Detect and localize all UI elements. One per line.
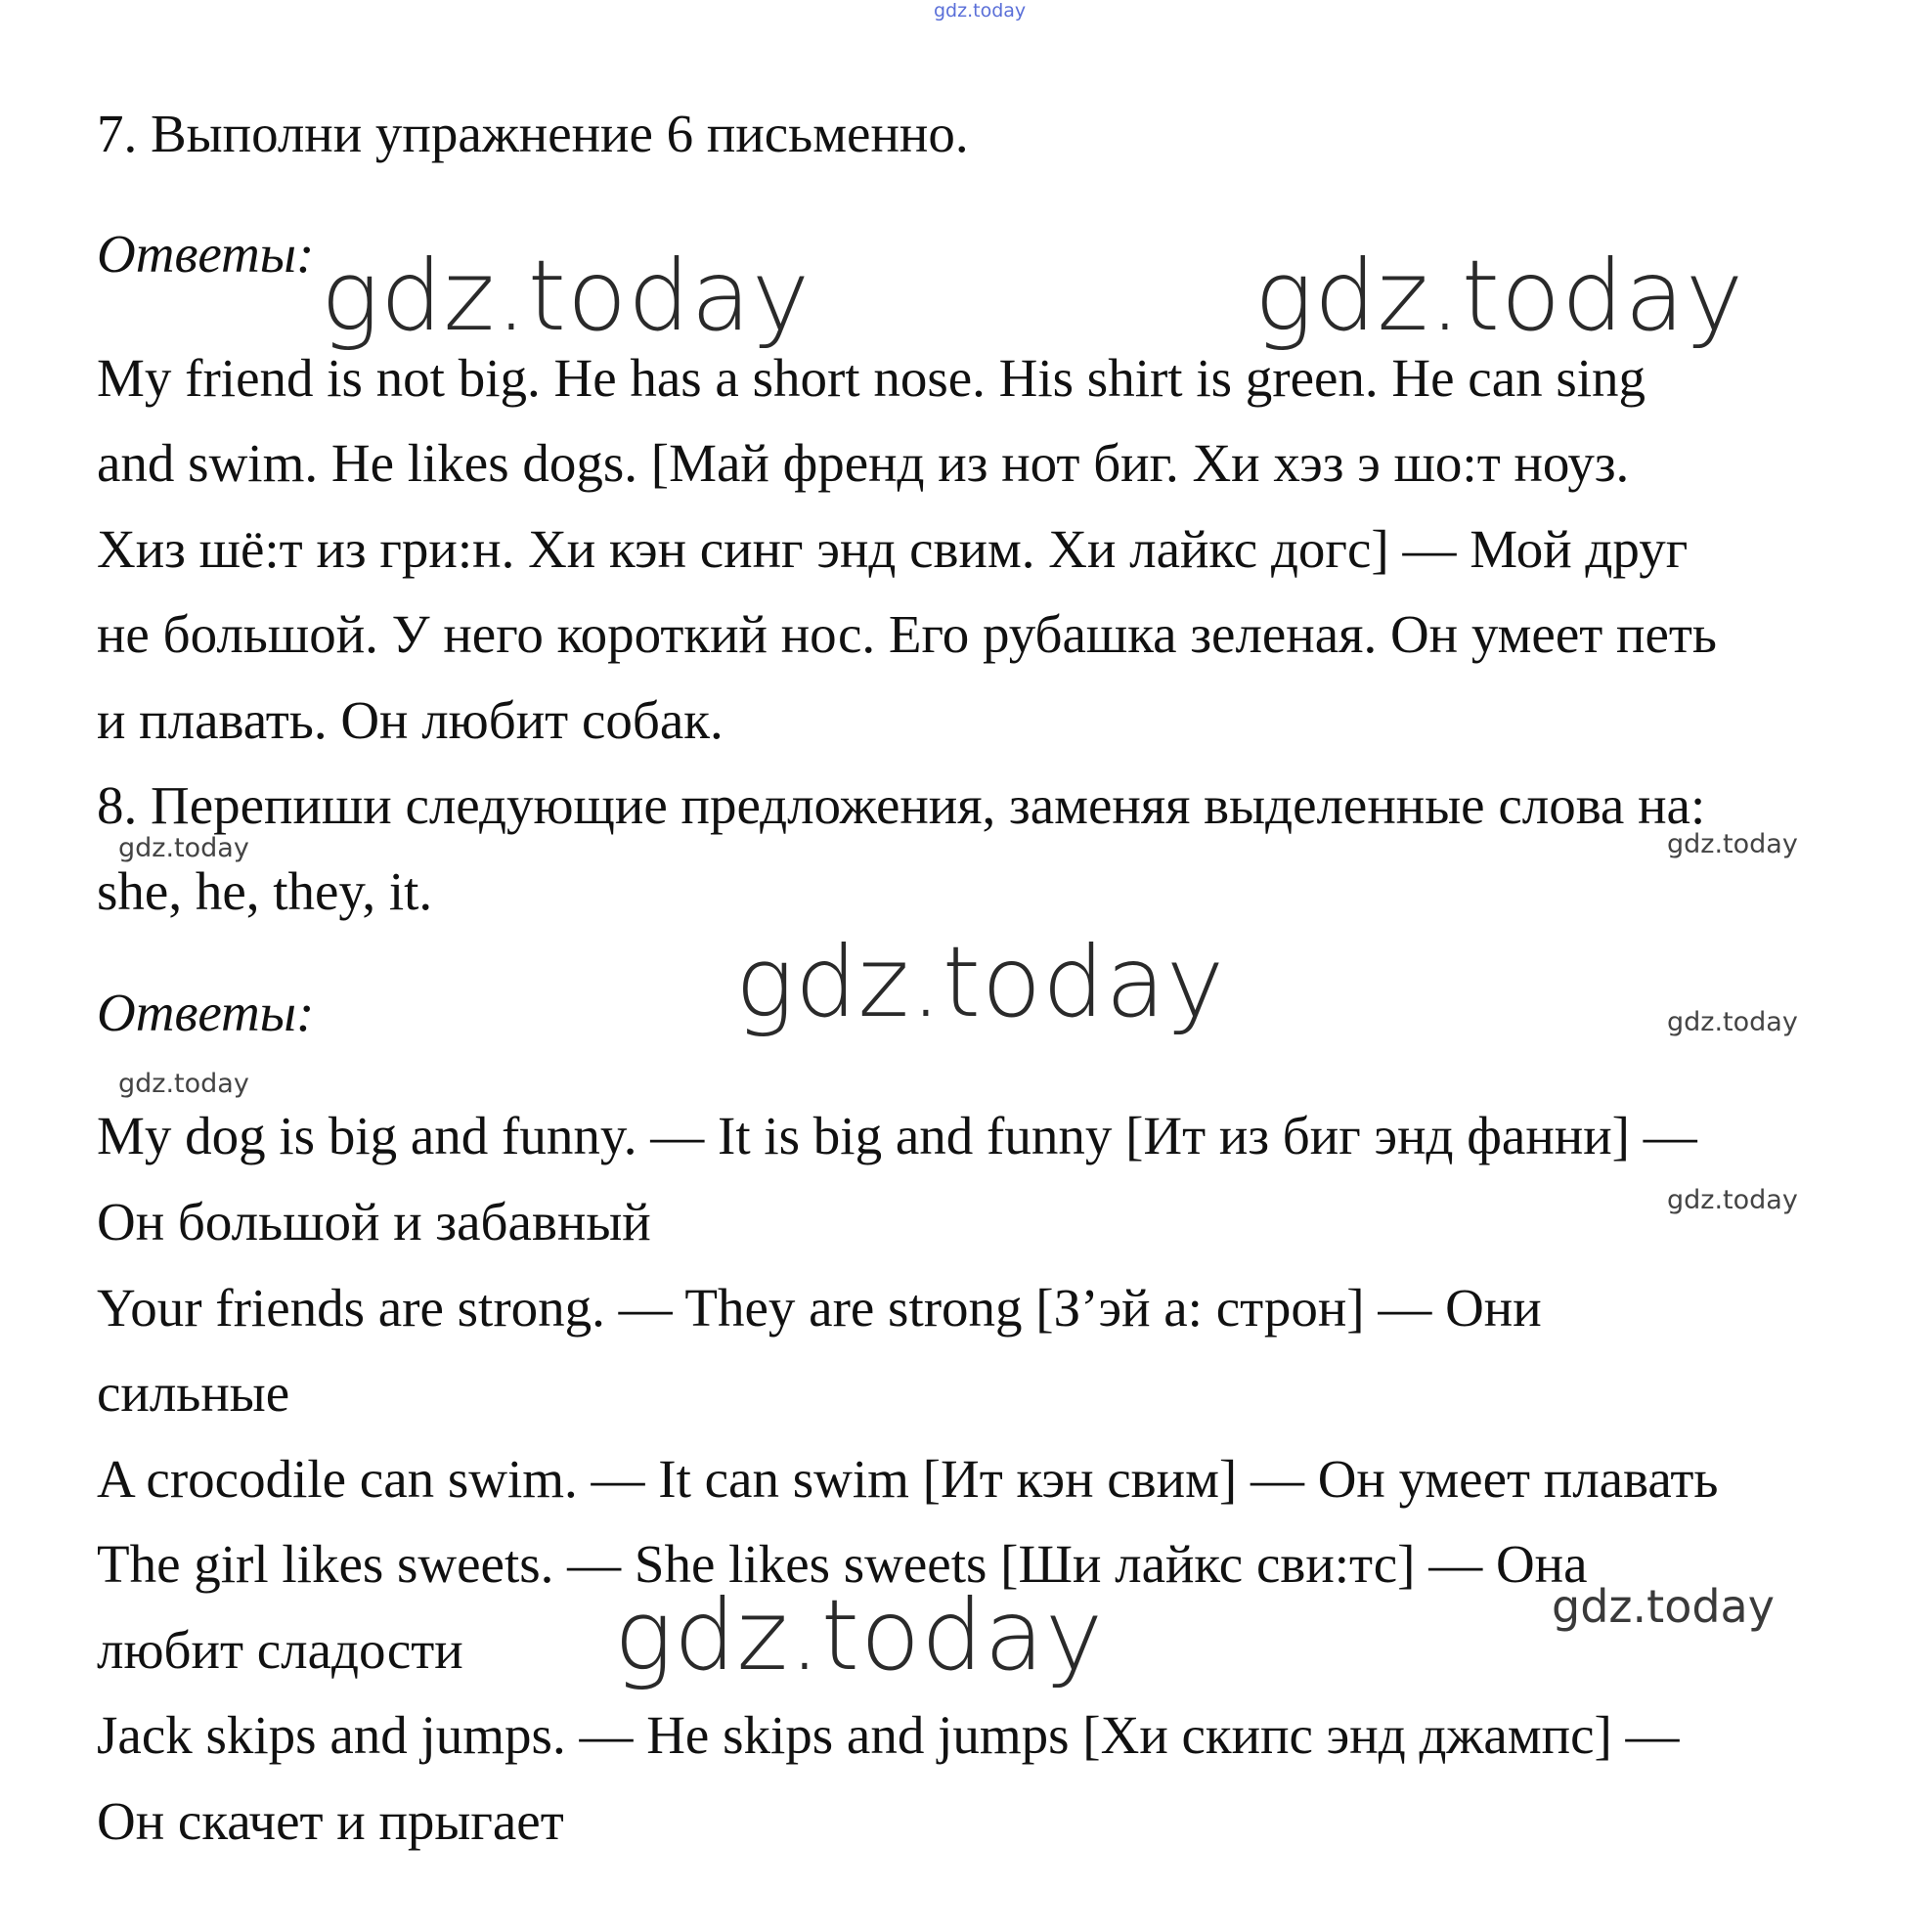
watermark-big-1: gdz.today [321,239,812,353]
task8-line-8: Jack skips and jumps. — He skips and jumps [Хи скипс энд джампс] — [97,1705,1680,1765]
watermark-big-4: gdz.today [614,1578,1105,1692]
task8-answers-label: Ответы: [97,983,315,1042]
watermark-mid-1: gdz.today [1552,1580,1775,1633]
watermark-small-3: gdz.today [1667,1007,1798,1037]
watermark-small-1: gdz.today [118,833,249,863]
task7-line-4: не большой. У него короткий нос. Его рубашка зеленая. Он умеет петь [97,604,1718,664]
task7-answers-label: Ответы: [97,224,315,284]
task8-line-9: Он скачет и прыгает [97,1791,564,1851]
task8-line-7: любит сладости [97,1620,463,1680]
task8-line-5: A crocodile can swim. — It can swim [Ит кэн свим] — Он умеет плавать [97,1449,1719,1509]
task8-title-line-1: 8. Перепиши следующие предложения, заменяя выделенные слова на: [97,775,1706,835]
task7-line-1: My friend is not big. He has a short nose. His shirt is green. He can sing [97,348,1646,408]
watermark-small-2: gdz.today [1667,829,1798,859]
task7-title: 7. Выполни упражнение 6 письменно. [97,104,969,163]
watermark-small-5: gdz.today [1667,1185,1798,1215]
watermark-small-4: gdz.today [118,1069,249,1099]
task8-line-4: сильные [97,1363,290,1423]
watermark-big-3: gdz.today [735,925,1226,1039]
task7-line-2: and swim. He likes dogs. [Май френд из нот биг. Хи хэз э шо:т ноуз. [97,433,1630,493]
watermark-top: gdz.today [934,0,1027,22]
task8-line-1: My dog is big and funny. — It is big and funny [Ит из биг энд фанни] — [97,1106,1697,1165]
task8-title-line-2: she, he, they, it. [97,861,433,921]
task8-line-2: Он большой и забавный [97,1192,651,1251]
task8-line-6: The girl likes sweets. — She likes sweets [Ши лайкс сви:тс] — Она [97,1534,1588,1594]
task7-line-3: Хиз шё:т из гри:н. Хи кэн синг энд свим. Хи лайкс догс] — Мой друг [97,519,1689,579]
task8-line-3: Your friends are strong. — They are strong [З’эй а: строн] — Они [97,1278,1542,1338]
task7-line-5: и плавать. Он любит собак. [97,690,724,750]
watermark-big-2: gdz.today [1254,239,1745,353]
